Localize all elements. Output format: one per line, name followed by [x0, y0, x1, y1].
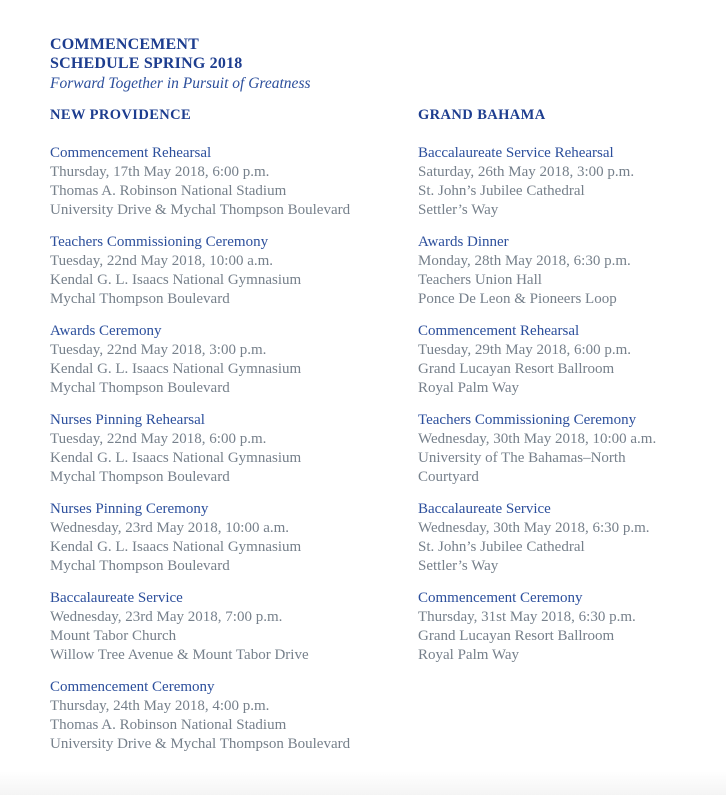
event-title: Teachers Commissioning Ceremony: [418, 412, 637, 428]
event-address: University Drive & Mychal Thompson Boulevard: [50, 202, 351, 218]
event-title: Awards Dinner: [418, 234, 509, 250]
event-title: Baccalaureate Service: [50, 590, 183, 606]
event-venue: Grand Lucayan Resort Ballroom: [418, 361, 615, 377]
document-header: [50, 36, 311, 93]
event-datetime: Tuesday, 22nd May 2018, 6:00 p.m.: [50, 431, 267, 447]
event-title: Commencement Ceremony: [50, 679, 215, 695]
event-title: Baccalaureate Service: [418, 501, 551, 517]
event-title: Nurses Pinning Rehearsal: [50, 412, 205, 428]
event-datetime: Monday, 28th May 2018, 6:30 p.m.: [418, 253, 631, 269]
event-venue: Kendal G. L. Isaacs National Gymnasium: [50, 272, 302, 288]
event-address: Mychal Thompson Boulevard: [50, 380, 230, 396]
page-title-line-2: SCHEDULE SPRING 2018: [50, 54, 243, 72]
event-datetime: Thursday, 24th May 2018, 4:00 p.m.: [50, 698, 270, 714]
event-block: [50, 678, 418, 754]
event-title: Nurses Pinning Ceremony: [50, 501, 209, 517]
event-venue: Thomas A. Robinson National Stadium: [50, 183, 287, 199]
event-block: [50, 411, 418, 487]
event-title: Commencement Ceremony: [418, 590, 583, 606]
event-address: University Drive & Mychal Thompson Boulevard: [50, 736, 351, 752]
section-header-new-providence: NEW PROVIDENCE: [50, 107, 192, 123]
event-address: Courtyard: [418, 469, 479, 485]
event-title: Commencement Rehearsal: [418, 323, 580, 339]
event-address: Royal Palm Way: [418, 380, 520, 396]
event-datetime: Wednesday, 30th May 2018, 6:30 p.m.: [418, 520, 650, 536]
event-address: Settler’s Way: [418, 202, 499, 218]
event-address: Willow Tree Avenue & Mount Tabor Drive: [50, 647, 309, 663]
section-header-grand-bahama: GRAND BAHAMA: [418, 107, 546, 123]
event-venue: Kendal G. L. Isaacs National Gymnasium: [50, 539, 302, 555]
event-datetime: Thursday, 17th May 2018, 6:00 p.m.: [50, 164, 270, 180]
event-block: [418, 322, 718, 398]
event-address: Royal Palm Way: [418, 647, 520, 663]
event-address: Ponce De Leon & Pioneers Loop: [418, 291, 617, 307]
page-title-line-1: COMMENCEMENT: [50, 36, 200, 53]
event-venue: Thomas A. Robinson National Stadium: [50, 717, 287, 733]
event-block: [50, 589, 418, 665]
event-address: Mychal Thompson Boulevard: [50, 558, 230, 574]
column-grand-bahama: [418, 107, 718, 767]
event-block: [50, 322, 418, 398]
event-datetime: Tuesday, 29th May 2018, 6:00 p.m.: [418, 342, 632, 358]
event-venue: University of The Bahamas–North: [418, 450, 626, 466]
column-new-providence: [50, 107, 418, 767]
event-address: Settler’s Way: [418, 558, 499, 574]
event-block: [418, 589, 718, 665]
page-bottom-edge-shadow: [0, 771, 726, 795]
event-datetime: Thursday, 31st May 2018, 6:30 p.m.: [418, 609, 636, 625]
event-block: [50, 500, 418, 576]
event-datetime: Saturday, 26th May 2018, 3:00 p.m.: [418, 164, 635, 180]
event-venue: St. John’s Jubilee Cathedral: [418, 539, 585, 555]
event-block: [418, 411, 718, 487]
event-block: [50, 233, 418, 309]
event-title: Awards Ceremony: [50, 323, 162, 339]
schedule-columns: [50, 107, 718, 767]
event-address: Mychal Thompson Boulevard: [50, 291, 230, 307]
event-datetime: Wednesday, 23rd May 2018, 7:00 p.m.: [50, 609, 283, 625]
event-title: Teachers Commissioning Ceremony: [50, 234, 269, 250]
event-datetime: Wednesday, 30th May 2018, 10:00 a.m.: [418, 431, 657, 447]
event-title: Commencement Rehearsal: [50, 145, 212, 161]
page-tagline: Forward Together in Pursuit of Greatness: [50, 75, 311, 92]
event-datetime: Wednesday, 23rd May 2018, 10:00 a.m.: [50, 520, 290, 536]
event-venue: Teachers Union Hall: [418, 272, 542, 288]
event-block: [50, 144, 418, 220]
event-venue: Grand Lucayan Resort Ballroom: [418, 628, 615, 644]
event-venue: Mount Tabor Church: [50, 628, 177, 644]
event-venue: St. John’s Jubilee Cathedral: [418, 183, 585, 199]
event-datetime: Tuesday, 22nd May 2018, 10:00 a.m.: [50, 253, 274, 269]
event-block: [418, 144, 718, 220]
event-venue: Kendal G. L. Isaacs National Gymnasium: [50, 450, 302, 466]
event-block: [418, 233, 718, 309]
event-datetime: Tuesday, 22nd May 2018, 3:00 p.m.: [50, 342, 267, 358]
event-title: Baccalaureate Service Rehearsal: [418, 145, 614, 161]
event-venue: Kendal G. L. Isaacs National Gymnasium: [50, 361, 302, 377]
event-block: [418, 500, 718, 576]
event-address: Mychal Thompson Boulevard: [50, 469, 230, 485]
